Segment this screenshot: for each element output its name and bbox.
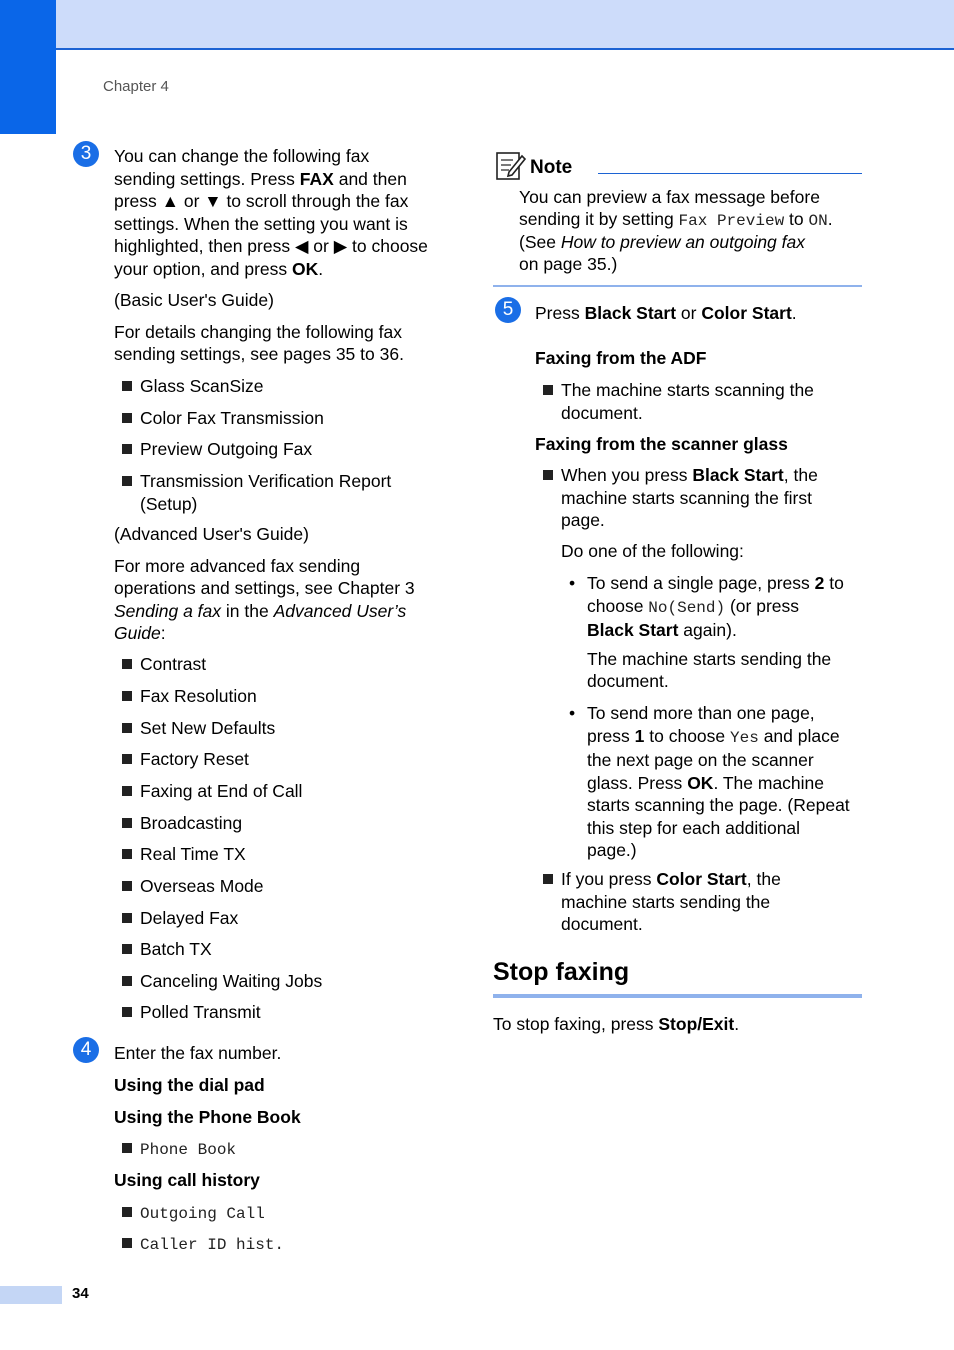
advanced-guide-label: (Advanced User's Guide) bbox=[114, 524, 309, 544]
note-rule bbox=[598, 173, 862, 174]
step-4-text: Enter the fax number. bbox=[114, 1043, 282, 1063]
list-item: Contrast bbox=[114, 653, 206, 676]
section-rule bbox=[493, 994, 862, 998]
list-item: Outgoing Call bbox=[114, 1201, 265, 1226]
basic-desc-line: For details changing the following fax bbox=[114, 322, 402, 342]
step-5-badge: 5 bbox=[495, 297, 521, 323]
do-one-text: Do one of the following: bbox=[561, 541, 744, 561]
list-item: Caller ID hist. bbox=[114, 1232, 284, 1257]
note-bottom-rule bbox=[493, 285, 862, 287]
list-item: Overseas Mode bbox=[114, 875, 264, 898]
step-4-badge: 4 bbox=[73, 1037, 99, 1063]
chapter-label: Chapter 4 bbox=[103, 78, 169, 95]
list-item: Faxing at End of Call bbox=[114, 780, 302, 803]
note-pencil-icon bbox=[495, 150, 527, 182]
list-item: Canceling Waiting Jobs bbox=[114, 970, 322, 993]
footer-band bbox=[0, 1286, 62, 1304]
list-item: If you press Color Start, the machine starts sending the document. bbox=[535, 868, 781, 936]
step-3-badge: 3 bbox=[73, 141, 99, 167]
sub-list-item: • To send a single page, press 2 to choose No(Send) (or press Black Start again). bbox=[569, 573, 844, 640]
list-item: Glass ScanSize bbox=[114, 375, 264, 398]
section-title: Stop faxing bbox=[493, 958, 630, 986]
list-item: Transmission Verification Report (Setup) bbox=[114, 470, 391, 515]
heading-scanner-glass: Faxing from the scanner glass bbox=[535, 434, 788, 454]
list-item: Polled Transmit bbox=[114, 1001, 261, 1024]
list-item: Batch TX bbox=[114, 938, 212, 961]
step-5-text: Press Black Start or Color Start. bbox=[535, 303, 797, 323]
note-title: Note bbox=[530, 157, 573, 178]
sub-note: The machine starts sending the bbox=[587, 649, 832, 669]
list-item: Broadcasting bbox=[114, 812, 242, 835]
heading-adf: Faxing from the ADF bbox=[535, 348, 707, 368]
list-item: Real Time TX bbox=[114, 843, 246, 866]
list-item: Delayed Fax bbox=[114, 907, 238, 930]
list-item: When you press Black Start, the machine starts scanning the first page. bbox=[535, 464, 818, 532]
header-band bbox=[56, 0, 954, 50]
sub-list-item: • To send more than one page, press 1 to choose Yes and place the next page on the scanner glass. Press OK. The machine starts scanning the page. (Repeat this step for each additional page.) bbox=[569, 703, 850, 860]
list-item: Factory Reset bbox=[114, 748, 249, 771]
heading-dial-pad: Using the dial pad bbox=[114, 1075, 265, 1095]
stop-text: To stop faxing, press Stop/Exit. bbox=[493, 1014, 740, 1034]
list-item: Color Fax Transmission bbox=[114, 407, 324, 430]
list-item: Set New Defaults bbox=[114, 717, 275, 740]
heading-call-history: Using call history bbox=[114, 1170, 260, 1190]
page-number: 34 bbox=[72, 1285, 89, 1302]
chapter-side-tab bbox=[0, 0, 56, 134]
list-item: Fax Resolution bbox=[114, 685, 257, 708]
basic-guide-label: (Basic User's Guide) bbox=[114, 290, 274, 310]
basic-desc-line: sending settings, see pages 35 to 36. bbox=[114, 344, 404, 364]
heading-phone-book: Using the Phone Book bbox=[114, 1107, 301, 1127]
sub-note: document. bbox=[587, 671, 669, 691]
list-item: Preview Outgoing Fax bbox=[114, 438, 312, 461]
list-item: The machine starts scanning the document. bbox=[535, 379, 814, 424]
list-item: Phone Book bbox=[114, 1137, 236, 1162]
